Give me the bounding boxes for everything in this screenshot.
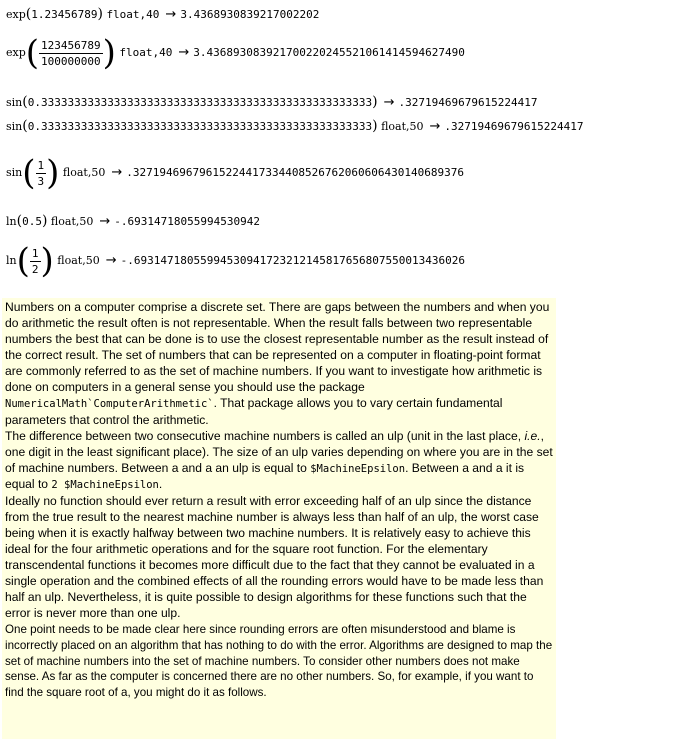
function-name: exp	[6, 8, 26, 21]
denominator: 100000000	[41, 54, 101, 68]
exp-decimal-cell[interactable]	[6, 7, 319, 22]
open-paren: (	[16, 213, 23, 229]
function-name: sin	[6, 166, 23, 179]
close-paren: )	[102, 33, 116, 73]
close-paren: )	[46, 153, 60, 193]
sin-decimal-cell[interactable]	[6, 95, 538, 110]
option: float,50	[57, 254, 100, 267]
result: .32719469679615224417334408526762060606430140689376	[126, 166, 465, 179]
fraction	[30, 246, 41, 277]
result: -.69314718055994530942	[114, 215, 260, 228]
function-name: ln	[6, 254, 17, 267]
numerator: 123456789	[41, 38, 101, 52]
text: .	[158, 477, 163, 492]
numerator: 1	[37, 158, 45, 172]
machine-epsilon-expression: 2 $MachineEpsilon	[51, 479, 159, 492]
arrow-icon: →	[105, 253, 117, 268]
arrow-icon: →	[111, 165, 123, 180]
package-name: NumericalMath`ComputerArithmetic`	[5, 397, 214, 410]
paragraph-discrete-set	[5, 300, 554, 429]
option: float,40	[119, 46, 173, 59]
arrow-icon: →	[165, 7, 177, 22]
text-cell[interactable]	[2, 298, 556, 739]
open-paren: (	[22, 94, 28, 110]
exp-fraction-cell[interactable]	[6, 33, 465, 73]
sin-fraction-cell[interactable]	[6, 153, 465, 193]
arrow-icon: →	[383, 95, 395, 110]
ln-decimal-cell[interactable]	[6, 214, 260, 229]
open-paren: (	[25, 33, 40, 73]
close-paren: )	[372, 118, 378, 134]
arrow-icon: →	[429, 119, 441, 134]
denominator: 3	[37, 174, 45, 188]
text: The difference between two consecutive machine numbers is called an ulp (unit in the last place,	[5, 428, 525, 443]
close-paren: )	[97, 6, 103, 22]
result: 3.436893083921700220​2	[180, 8, 320, 21]
argument: 0.5	[22, 215, 42, 228]
option: float,50	[381, 120, 424, 133]
option: float,50	[50, 215, 94, 228]
open-paren: (	[25, 6, 32, 22]
argument: 0.33333333333333333333333333333333333333333333333333	[27, 96, 373, 109]
result: -.69314718055994530941723212145817656807550013436026	[120, 254, 465, 267]
result: .32719469679615224417	[398, 96, 538, 109]
denominator: 2	[31, 262, 39, 276]
emphasis: i.e.	[524, 428, 541, 443]
numerator: 1	[31, 246, 39, 260]
open-paren: (	[22, 118, 28, 134]
ln-fraction-cell[interactable]	[6, 241, 465, 281]
text: , one digit in the least significant place). The size of an ulp varies depending on where you are in the set of machine numbers. Between a and a an ulp is equal to	[5, 428, 553, 475]
open-paren: (	[16, 241, 30, 281]
option: float,50	[62, 166, 106, 179]
function-name: sin	[6, 96, 23, 109]
machine-epsilon-symbol: $MachineEpsilon	[310, 462, 406, 475]
paragraph-rounding-errors: One point needs to be made clear here since rounding errors are often misunderstood and blame is incorrectly placed on an algorithm that has nothing to do with the error. Algorithms are designed to map the set of machine numbers into the set of machine numbers. To consider other numbers does not make sense. As far as the computer is concerned there are no other numbers. So, for example, if you want to find the square root of a, you might do it as follows.	[5, 623, 553, 700]
option: float,40	[106, 8, 160, 21]
function-name: ln	[6, 215, 17, 228]
result: .32719469679615224417	[444, 120, 584, 133]
sin-decimal-float-cell[interactable]	[6, 119, 583, 134]
argument: 0.33333333333333333333333333333333333333333333333333	[27, 120, 373, 133]
argument: 1.23456789	[31, 8, 98, 21]
text: Numbers on a computer comprise a discrete set. There are gaps between the numbers and when you do arithmetic the result often is not representable. When the result falls between two representable numbers the best that can be done is to use the closest representable number as the result instead of the correct result. The set of numbers that can be represented on a computer in floating-point format are commonly referred to as the set of machine numbers. If you want to investigate how arithmetic is done on computers in a general sense you should use the package	[5, 300, 550, 394]
paragraph-ulp	[5, 429, 554, 495]
paragraph-ideal-error: Ideally no function should ever return a result with error exceeding half of an ulp since the distance from the true result to the nearest machine number is always less than half of an ulp, the worst case being when it is exactly halfway between two machine numbers. It is relatively easy to achieve this ideal for the four arithmetic operations and for the square root function. For the elementary transcendental functions it becomes more difficult due to the fact that they cannot be evaluated in a single operation and the combined effects of all the rounding errors would have to be made less than half an ulp. Nevertheless, it is quite possible to design algorithms for these functions such that the error is never more than one ulp.	[5, 494, 544, 621]
close-paren: )	[41, 213, 48, 229]
open-paren: (	[22, 153, 36, 193]
close-paren: )	[372, 94, 378, 110]
function-name: sin	[6, 120, 23, 133]
arrow-icon: →	[178, 45, 190, 60]
fraction	[39, 38, 103, 69]
function-name: exp	[6, 46, 26, 59]
fraction	[36, 158, 47, 189]
text: . Between a and a it is equal to	[5, 460, 525, 492]
close-paren: )	[40, 241, 54, 281]
result: 3.436893083921700220245521061414594627490	[193, 46, 465, 59]
text: . That package allows you to vary certain fundamental parameters that control the arithmetic.	[5, 395, 503, 427]
arrow-icon: →	[99, 214, 111, 229]
